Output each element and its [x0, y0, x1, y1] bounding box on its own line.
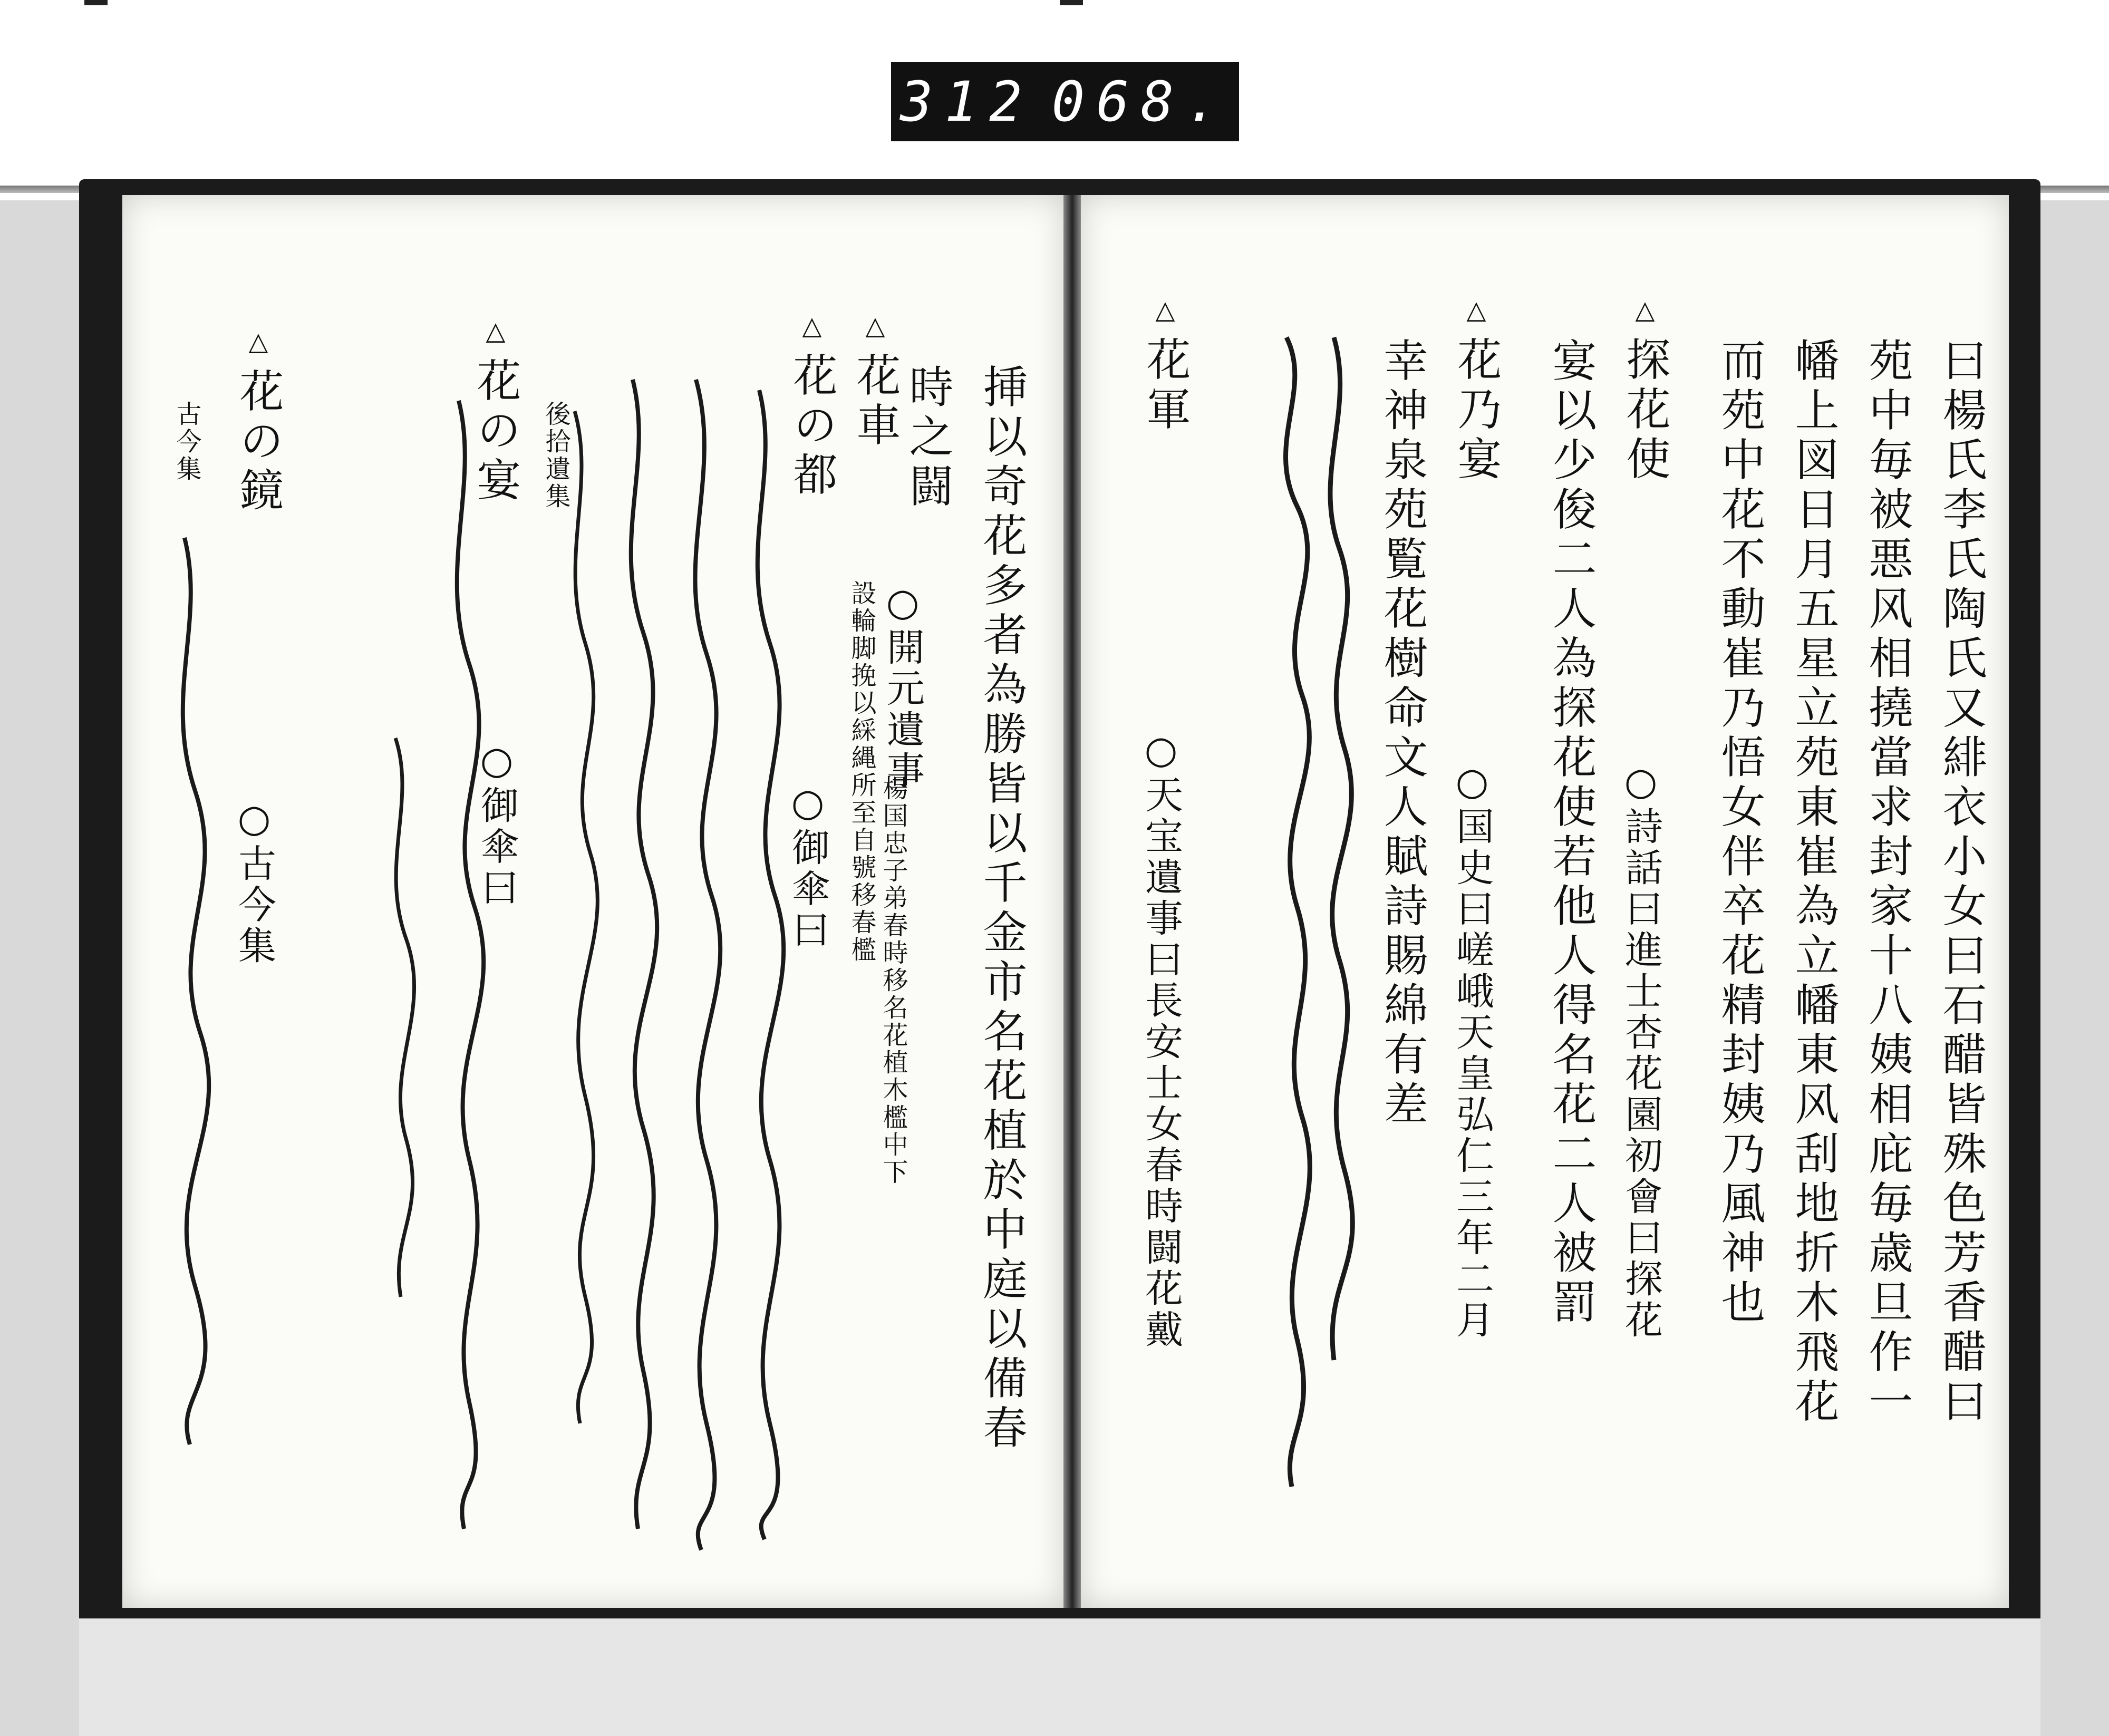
text-column: 曰楊氏李氏陶氏又緋衣小女曰石醋皆殊色芳香醋曰	[1936, 337, 1987, 1428]
text-column: 幸神泉苑覧花樹命文人賦詩賜綿有差	[1377, 337, 1428, 1130]
roll-number: 312	[899, 70, 1034, 134]
microfilm-frame-label	[891, 62, 1239, 141]
frame-number: 068.	[1051, 70, 1231, 134]
cursive-source-label: 後拾遺集	[541, 401, 570, 510]
text-column: 挿以奇花多者為勝皆以千金市名花植於中庭以備春	[976, 364, 1028, 1454]
text-column: 宴以少俊二人為探花使若他人得名花二人被罰	[1545, 337, 1597, 1328]
cursive-script	[359, 369, 791, 1560]
citation-note: ○天宝遺事曰長安士女春時闘花戴	[1139, 728, 1183, 1351]
text-column: 苑中毎被悪风相撓當求封家十八姨相庇毎歳旦作一	[1862, 337, 1913, 1428]
citation-note: ○御傘曰	[786, 780, 830, 951]
text-column: 幡上図日月五星立苑東崔為立幡東风刮地折木飛花	[1788, 337, 1840, 1428]
section-heading: △ 花乃宴	[1445, 295, 1508, 485]
citation-note: ○開元遺事	[881, 580, 925, 792]
section-heading: △ 花車	[844, 311, 907, 451]
note-line: 設輪脚挽以綵縄所至自號移春檻	[847, 580, 876, 964]
registration-mark	[84, 0, 108, 5]
cursive-script	[1255, 327, 1360, 1508]
registration-mark	[1060, 0, 1083, 5]
citation-note: ○国史曰嵯峨天皇弘仁三年二月	[1450, 759, 1494, 1341]
section-heading: △ 花の都	[780, 311, 844, 501]
citation-note: ○古今集	[232, 796, 276, 967]
book-gutter	[1063, 195, 1081, 1608]
section-heading: △ 花の鏡	[227, 327, 291, 517]
cursive-source-label: 古今集	[172, 401, 201, 483]
page-bottom-margin	[79, 1618, 2040, 1736]
cursive-script	[121, 527, 227, 1455]
citation-note: ○御傘曰	[475, 738, 519, 909]
citation-note: ○詩話曰進士杏花園初會曰探花	[1619, 759, 1663, 1341]
text-column: 而苑中花不動崔乃悟女伴卒花精封姨乃風神也	[1714, 337, 1766, 1328]
text-column: 時之闘	[902, 364, 954, 512]
note-line: 楊国忠子弟春時移名花植木檻中下	[878, 775, 908, 1186]
section-heading: △ 花軍	[1134, 295, 1197, 435]
section-heading: △ 探花使	[1613, 295, 1677, 485]
section-heading: △ 花の宴	[464, 316, 528, 506]
